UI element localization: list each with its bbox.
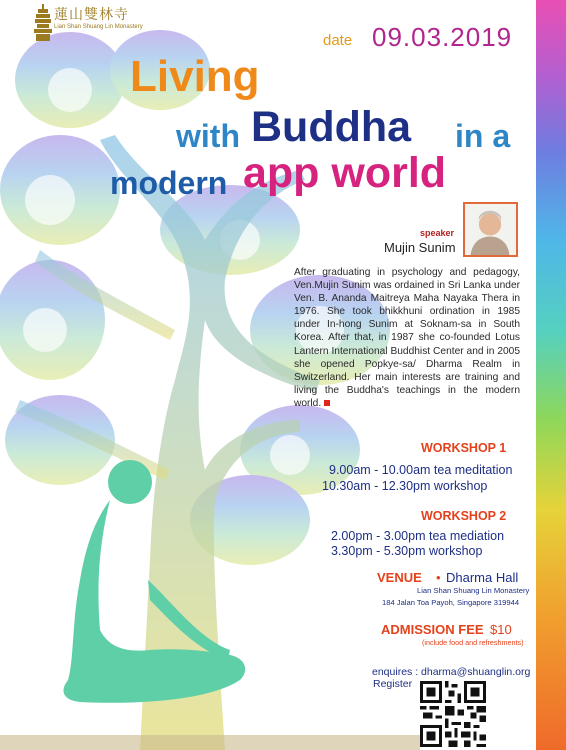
pagoda-icon xyxy=(34,4,52,42)
admission-fee-value: $10 xyxy=(490,622,512,637)
register-label: Register xyxy=(373,678,413,690)
enquiry-email[interactable]: enquires : dharma@shuanglin.org xyxy=(372,666,531,678)
bio-end-mark xyxy=(324,400,330,406)
rainbow-border xyxy=(536,0,566,750)
title-living: Living xyxy=(130,52,260,101)
speaker-bio xyxy=(294,266,520,410)
workshop1-line2: 10.30am - 12.30pm workshop xyxy=(322,479,488,493)
workshop2-heading: WORKSHOP 2 xyxy=(421,509,507,523)
venue-label: VENUE xyxy=(377,570,422,585)
speaker-bio-text: After graduating in psychology and pedagogy, Ven.Mujin Sunim was ordained in Sri Lanka under Ven. B. Ananda Maitreya Maha Nayaka Thera in 1976. She took bhikkhuni ordination in 1985 under In-hong Sunim at Soknam-sa in South Korea. After that, in 1987 she co-founded Lotus Lantern International Buddhist Center and in 2005 she opened Popkye-sa/ Dharma Realm in Switzerland. Her main interests are training and living the Buddha's teachings in the modern world. xyxy=(294,267,520,409)
admission-fee-note: (include food and refreshments) xyxy=(422,638,524,647)
venue-address: 184 Jalan Toa Payoh, Singapore 319944 xyxy=(382,598,520,607)
title-with: with xyxy=(176,118,240,154)
title-in-a: in a xyxy=(455,118,511,154)
date-value: 09.03.2019 xyxy=(372,22,513,52)
venue-name: Dharma Hall xyxy=(446,570,519,585)
title-modern: modern xyxy=(110,165,228,201)
speaker-label: speaker xyxy=(420,228,455,238)
workshop2-line1: 2.00pm - 3.00pm tea mediation xyxy=(331,529,505,543)
title-buddha: Buddha xyxy=(251,103,412,151)
venue-monastery: Lian Shan Shuang Lin Monastery xyxy=(417,586,530,595)
title-app-world: app world xyxy=(243,149,447,197)
date-label: date xyxy=(323,32,353,49)
speaker-name: Mujin Sunim xyxy=(384,240,456,255)
admission-fee-label: ADMISSION FEE xyxy=(381,622,484,637)
workshop1-heading: WORKSHOP 1 xyxy=(421,441,507,455)
logo-chinese-name: 蓮山雙林寺 xyxy=(54,7,129,23)
venue-bullet: • xyxy=(436,570,441,585)
logo-english-name: Lian Shan Shuang Lin Monastery xyxy=(54,24,143,30)
qr-code-icon[interactable] xyxy=(420,681,486,747)
workshop2-line2: 3.30pm - 5.30pm workshop xyxy=(331,544,483,558)
speaker-photo xyxy=(463,202,518,257)
workshop1-line1: 9.00am - 10.00am tea meditation xyxy=(329,463,513,477)
